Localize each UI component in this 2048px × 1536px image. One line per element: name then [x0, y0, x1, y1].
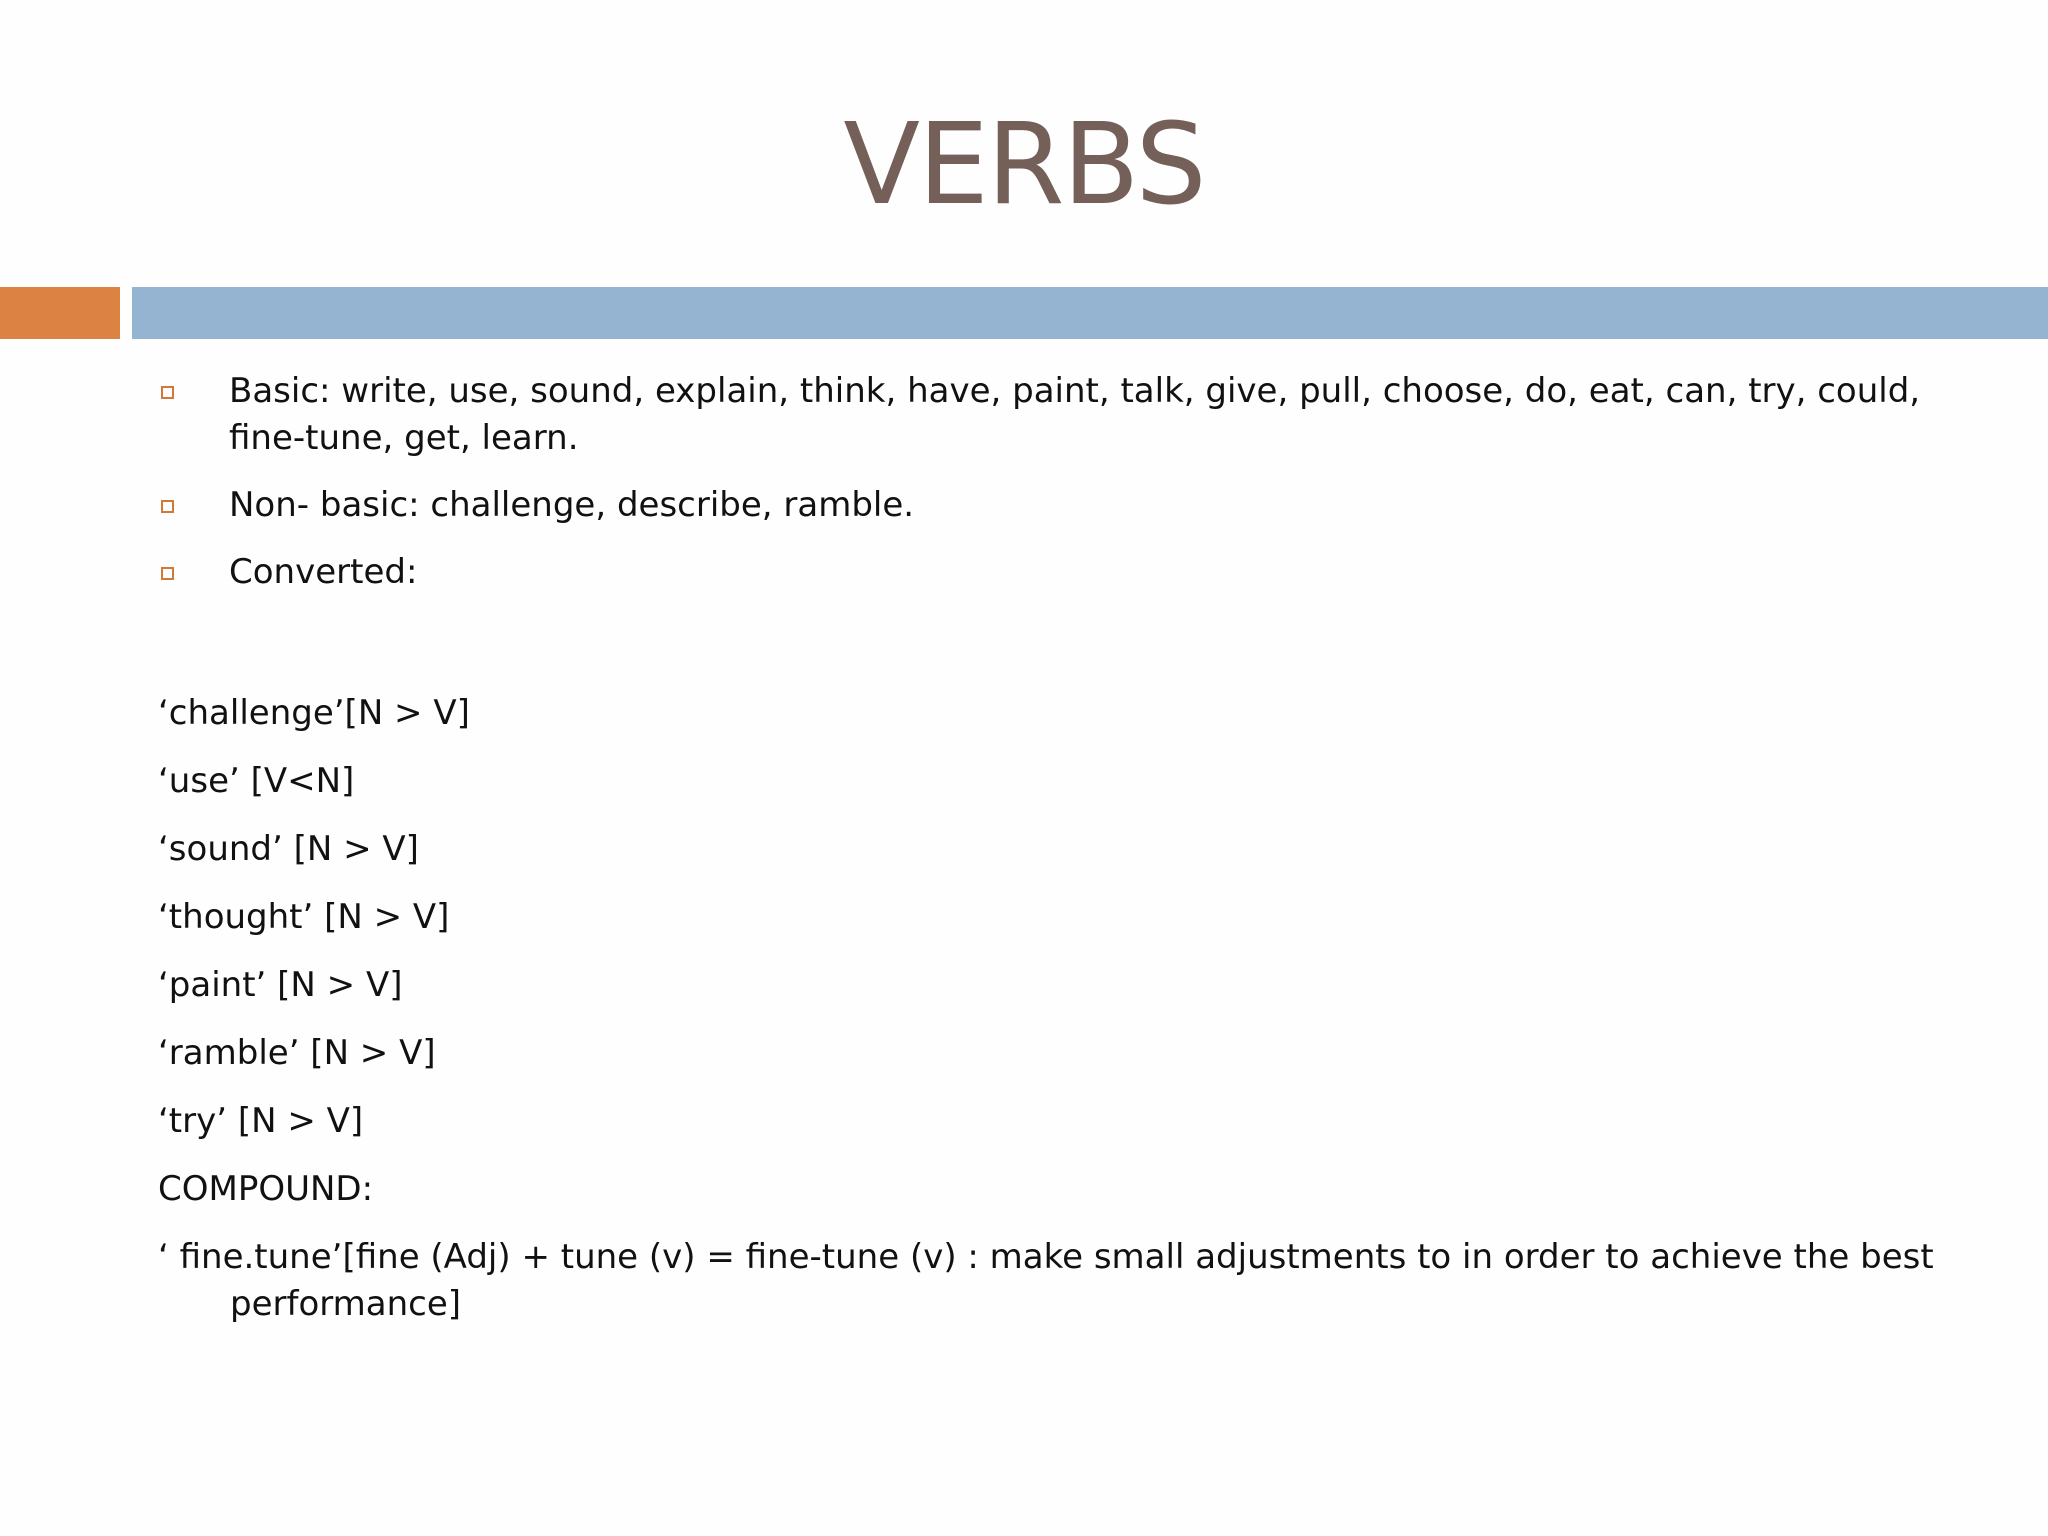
- hollow-square-bullet-icon: [161, 500, 174, 513]
- conversion-line: ‘challenge’[N > V]: [158, 693, 470, 733]
- bullet-text: Converted:: [229, 552, 418, 592]
- bullet-item-non-basic: [156, 482, 1956, 529]
- bullet-text: Basic: write, use, sound, explain, think, have, paint, talk, give, pull, choose, do, eat, can, try, could, fine-tune, get, learn.: [229, 371, 1921, 458]
- compound-definition: ‘ fine.tune’[fine (Adj) + tune (v) = fine-tune (v) : make small adjustments to in order to achieve the best performance]: [158, 1237, 1934, 1324]
- hollow-square-bullet-icon: [161, 386, 174, 399]
- bullet-item-converted: [156, 549, 1956, 596]
- compound-heading: COMPOUND:: [158, 1169, 374, 1209]
- conversion-line: ‘try’ [N > V]: [158, 1101, 364, 1141]
- conversion-line: ‘thought’ [N > V]: [158, 897, 450, 937]
- bullet-item-basic: [156, 368, 1956, 462]
- hollow-square-bullet-icon: [161, 567, 174, 580]
- accent-bar-orange: [0, 287, 120, 339]
- bullet-text: Non- basic: challenge, describe, ramble.: [229, 485, 915, 525]
- conversion-line: ‘ramble’ [N > V]: [158, 1033, 436, 1073]
- conversion-line: ‘paint’ [N > V]: [158, 965, 403, 1005]
- conversion-line: ‘sound’ [N > V]: [158, 829, 419, 869]
- slide-title: VERBS: [843, 100, 1205, 230]
- conversion-list: [158, 690, 1958, 1349]
- accent-bar-blue: [132, 287, 2048, 339]
- bullet-list: [156, 368, 1956, 616]
- conversion-line: ‘use’ [V<N]: [158, 761, 355, 801]
